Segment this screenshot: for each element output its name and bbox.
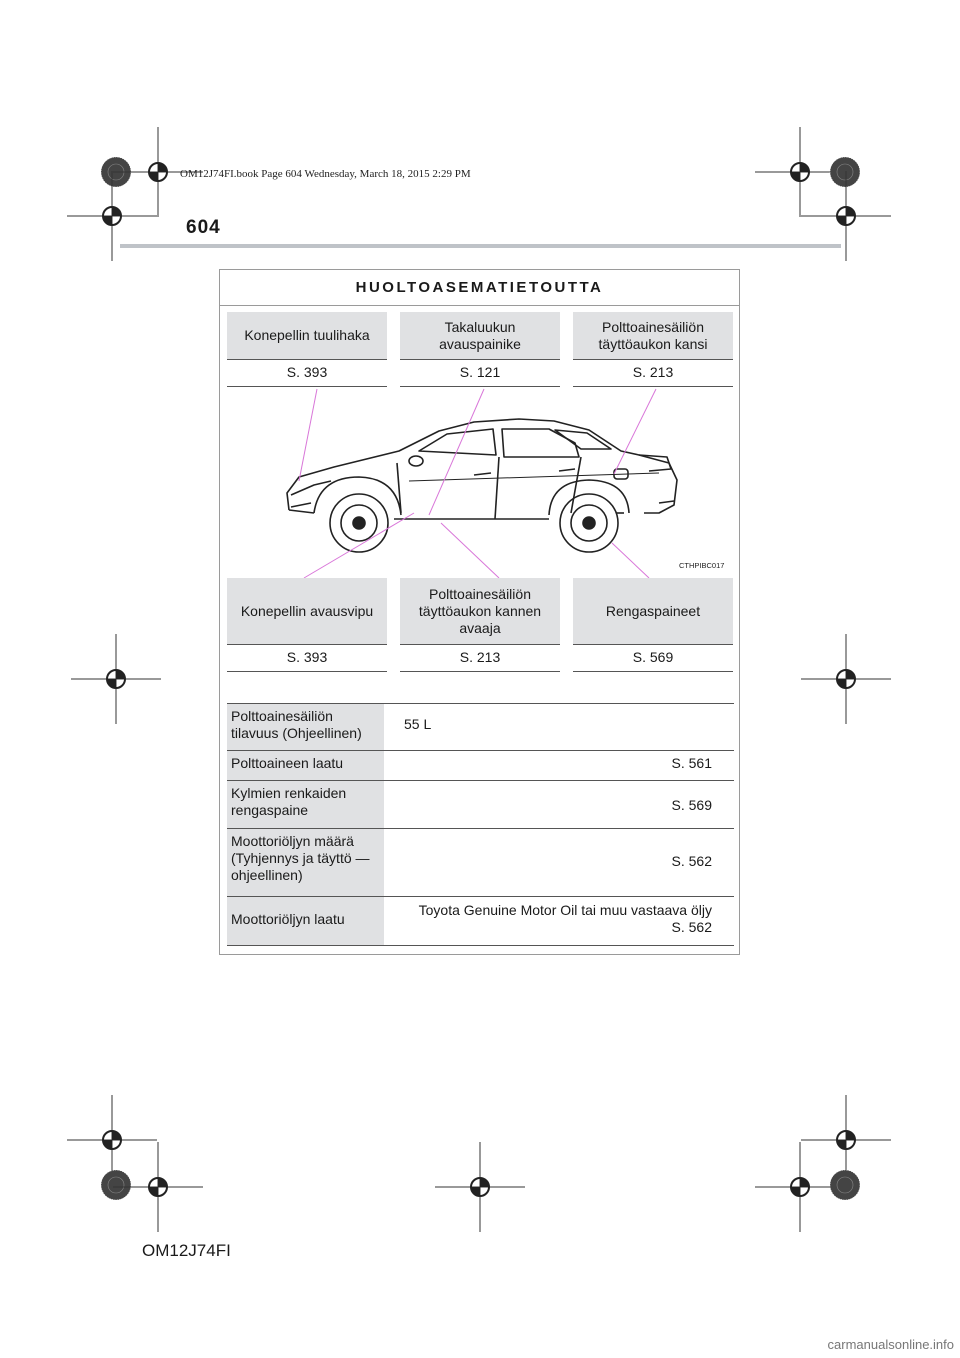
spec-row-fuel-type xyxy=(227,751,734,781)
header-rule xyxy=(120,244,841,248)
section-title: HUOLTOASEMATIETOUTTA xyxy=(219,269,740,306)
spec-row-tire-pressure xyxy=(227,781,734,829)
book-info: OM12J74FI.book Page 604 Wednesday, March 18, 2015 2:29 PM xyxy=(180,168,471,180)
spec-row-oil-capacity xyxy=(227,829,734,897)
car-illustration xyxy=(219,385,740,585)
page-number: 604 xyxy=(186,217,221,238)
spec-label: Polttoainesäiliön tilavuus (Ohjeellinen) xyxy=(227,704,384,750)
callout-hood-support: Konepellin tuulihaka xyxy=(227,312,387,360)
footer-code: OM12J74FI xyxy=(142,1241,231,1260)
spec-value-cell xyxy=(384,897,734,945)
spec-label: Polttoaineen laatu xyxy=(227,751,384,780)
callout-hood-lever: Konepellin avausvipu xyxy=(227,578,387,645)
spec-ref[interactable]: S. 561 xyxy=(671,755,712,771)
callout-tire-pressure: Rengaspaineet xyxy=(573,578,733,645)
spec-value: Toyota Genuine Motor Oil tai muu vastaava öljy xyxy=(418,902,712,918)
callout-trunk-button-ref[interactable]: S. 121 xyxy=(400,360,560,387)
watermark: carmanualsonline.info xyxy=(827,1337,954,1352)
callout-fuel-cap: Polttoainesäiliön täyttöaukon kansi xyxy=(573,312,733,360)
callout-tire-pressure-ref[interactable]: S. 569 xyxy=(573,645,733,672)
spec-label: Kylmien renkaiden rengaspaine xyxy=(227,781,384,828)
spec-row-oil-quality xyxy=(227,897,734,946)
spec-label: Moottoriöljyn määrä (Tyhjennys ja täyttö — ohjeellinen) xyxy=(227,829,384,896)
spec-ref[interactable]: S. 562 xyxy=(671,853,712,869)
callout-hood-lever-ref[interactable]: S. 393 xyxy=(227,645,387,672)
callout-fuel-opener: Polttoainesäiliön täyttöaukon kannen avaaja xyxy=(400,578,560,645)
spec-value: 55 L xyxy=(404,716,432,732)
callout-hood-support-ref[interactable]: S. 393 xyxy=(227,360,387,387)
callout-fuel-opener-ref[interactable]: S. 213 xyxy=(400,645,560,672)
spec-table xyxy=(227,703,734,946)
spec-ref[interactable]: S. 569 xyxy=(671,797,712,813)
callout-trunk-button: Takaluukun avauspainike xyxy=(400,312,560,360)
illustration-code: CTHPIBC017 xyxy=(679,561,725,570)
spec-label: Moottoriöljyn laatu xyxy=(227,897,384,945)
spec-ref[interactable]: S. 562 xyxy=(671,919,712,935)
spec-row-fuel-capacity xyxy=(227,704,734,751)
callout-fuel-cap-ref[interactable]: S. 213 xyxy=(573,360,733,387)
